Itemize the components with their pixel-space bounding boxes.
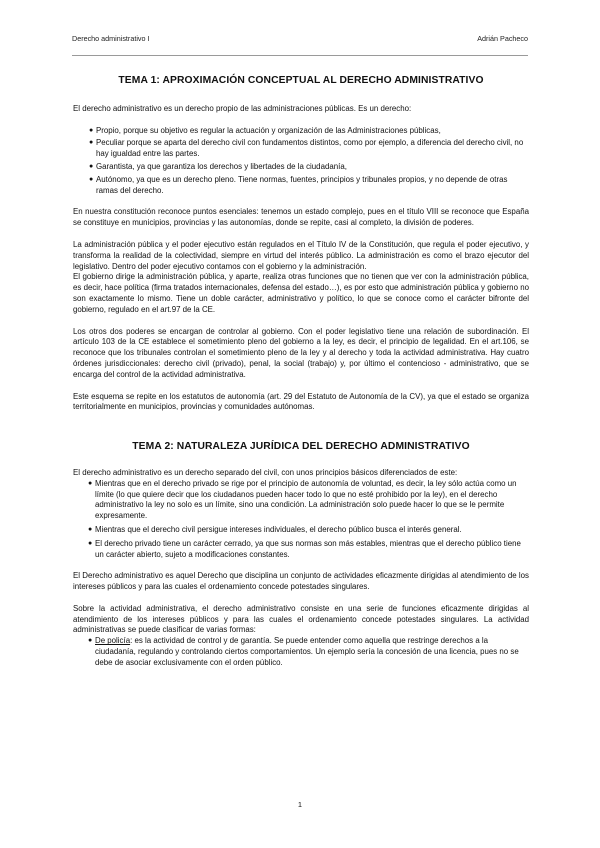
list-item: ● Peculiar porque se aparta del derecho civil con fundamentos distintos, como por ejemplo, a diferencia del derecho civil, no hay igualdad entre las partes. — [89, 138, 524, 159]
header-course: Derecho administrativo I — [72, 34, 150, 43]
tema1-intro: El derecho administrativo es un derecho propio de las administraciones públicas. Es un derecho: — [73, 103, 412, 113]
bullet-icon: ● — [88, 479, 93, 487]
tema1-paragraph-4: Los otros dos poderes se encargan de controlar al gobierno. Con el poder legislativo tiene una relación de subordinación. El artículo 103 de la CE establece el sometimiento pleno del gobierno a la ley, es decir, el principio de legalidad. En el art.106, se reconoce que los tribunales controlan el sometimiento pleno de la ley y al derecho y toda la actividad administrativa. Hay cuatro órdenes jurisdiccionales: derecho civil (privado), penal, la social (trabajo) y, por último el contencioso - administrativo, que se encarga del control de la actividad administrativa. — [73, 326, 529, 379]
tema1-title: TEMA 1: APROXIMACIÓN CONCEPTUAL AL DERECHO ADMINISTRATIVO — [118, 75, 484, 86]
tema1-paragraph-3: El gobierno dirige la administración pública, y aparte, realiza otras funciones que no tienen que ver con la administración pública, es decir, hace política (firma tratados internacionales, defensa del estado…), es por esto que administración pública y gobierno no son exactamente lo mismo. Tiene un doble carácter, administrativo y político, lo que se conoce como el carácter bifronte del gobierno, regulado en el art.97 de la CE. — [73, 272, 529, 314]
bullet-icon: ● — [89, 139, 94, 147]
list-item: ● Propio, porque su objetivo es regular la actuación y organización de las Administraciones públicas, — [89, 125, 441, 135]
tema1-paragraph-1: En nuestra constitución reconoce puntos esenciales: tenemos un estado complejo, pues en el título VIII se reconoce que España se constituye en municipios, provincias y las autonomías, donde se repite, casi al completo, la división de poderes. — [73, 207, 529, 228]
bullet-icon: ● — [88, 525, 93, 533]
tema1-paragraph-2: La administración pública y el poder ejecutivo están regulados en el Título IV de la Constitución, que regula el poder ejecutivo, y transforma la realidad de la colectividad, siempre en virtud del interés público. La administración es como el brazo ejecutor del legislativo. Dentro del poder ejecutivo contamos con el gobierno y la administración. — [73, 239, 529, 271]
list-item: ● Mientras que en el derecho privado se rige por el principio de autonomía de voluntad, es decir, la ley sólo actúa como un límite (lo que quiere decir que los ciudadanos pueden hacer todo lo que no esté prohibido por la ley), en el derecho administrativo la ley no solo es un límite, sino una condición. La administración solo puede hacer lo que se le permite expresamente. — [88, 478, 517, 521]
tema2-bullet-list — [73, 479, 529, 561]
list-item: ● El derecho privado tiene un carácter cerrado, ya que sus normas son más estables, mientras que el derecho público tiene un carácter abierto, sujeto a modificaciones constantes. — [88, 538, 521, 559]
tema2-intro: El derecho administrativo es un derecho separado del civil, con unos principios básicos diferenciados de este: — [73, 467, 458, 477]
list-item: ● Autónomo, ya que es un derecho pleno. Tiene normas, fuentes, principios y tribunales propios, y no depende de otras ramas del derecho. — [89, 174, 508, 195]
list-item: ● Mientras que el derecho civil persigue intereses individuales, el derecho público busca el interés general. — [88, 524, 462, 534]
tema1-bullet-list — [73, 126, 529, 197]
bullet-icon: ● — [89, 126, 94, 134]
tema2-activity-list — [73, 636, 529, 668]
bullet-icon: ● — [88, 539, 93, 547]
page-header — [72, 34, 528, 43]
tema2-title: TEMA 2: NATURALEZA JURÍDICA DEL DERECHO ADMINISTRATIVO — [132, 441, 470, 453]
page-number: 1 — [297, 800, 303, 809]
header-author: Adrián Pacheco — [477, 34, 528, 43]
tema1-paragraph-5: Este esquema se repite en los estatutos de autonomía (art. 29 del Estatuto de Autonomía de la CV), ya que el estado se organiza territorialmente en municipios, provincias y comunidades autónomas. — [73, 391, 529, 412]
term-policia: De policía — [95, 636, 131, 646]
tema2-paragraph-1: El Derecho administrativo es aquel Derecho que disciplina un conjunto de actividades eficazmente dirigidas al atendimiento de los intereses públicos y para las cuales el ordenamiento concede potestades singulares. — [73, 571, 529, 592]
list-item: ● Garantista, ya que garantiza los derechos y libertades de la ciudadanía, — [89, 161, 347, 171]
header-divider — [72, 55, 528, 56]
tema2-paragraph-2: Sobre la actividad administrativa, el derecho administrativo consiste en una serie de funciones eficazmente dirigidas al atendimiento de los intereses públicos y para las cuales el ordenamiento concede potestades singulares. La actividad administrativas se puede clasificar de varias formas: — [73, 603, 529, 635]
bullet-icon: ● — [89, 162, 94, 170]
bullet-icon: ● — [88, 637, 93, 645]
bullet-icon: ● — [89, 175, 94, 183]
list-item: ● De policía: es la actividad de control y de garantía. Se puede entender como aquella que restringe derechos a la ciudadanía, regulando y controlando ciertos comportamientos. Un ejemplo sería la concesión de una licencia, pues no se debe de asociar exclusivamente con el orden público. — [88, 636, 519, 667]
document-body — [73, 76, 529, 680]
